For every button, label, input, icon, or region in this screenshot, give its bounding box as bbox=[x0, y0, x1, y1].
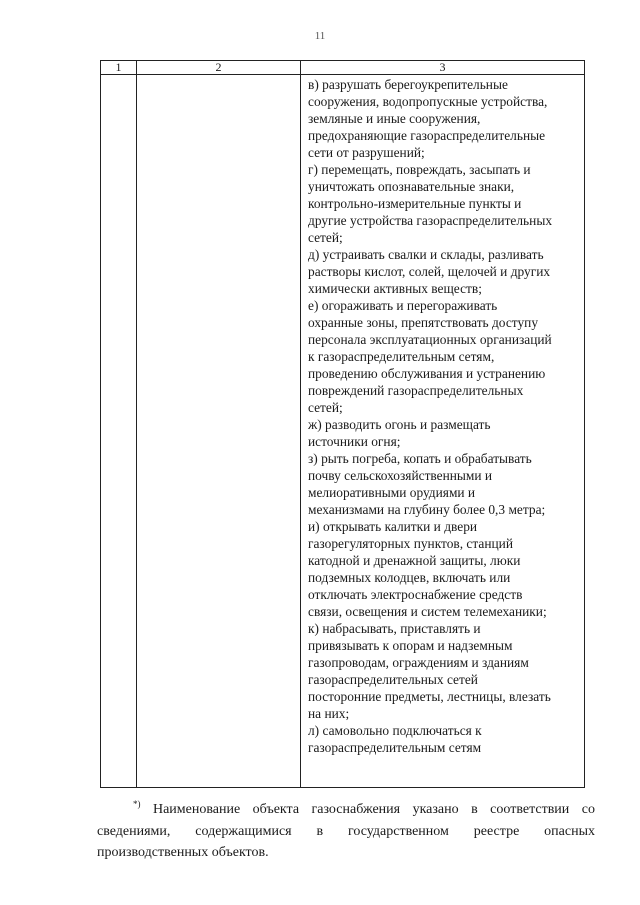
text-line: газопроводам, ограждениям и зданиям bbox=[308, 655, 529, 670]
text-line: посторонние предметы, лестницы, влезать bbox=[308, 689, 551, 704]
text-line: е) огораживать и перегораживать bbox=[308, 298, 498, 313]
text-line: на них; bbox=[308, 706, 350, 721]
text-line: контрольно-измерительные пункты и bbox=[308, 196, 522, 211]
text-line: повреждений газораспределительных bbox=[308, 383, 524, 398]
text-line: почву сельскохозяйственными и bbox=[308, 468, 493, 483]
text-line: уничтожать опознавательные знаки, bbox=[308, 179, 515, 194]
footnote-line-2: сведениями, содержащимися в государственном реестре опасных bbox=[97, 823, 595, 839]
text-line: к газораспределительным сетям, bbox=[308, 349, 495, 364]
table-header-row bbox=[101, 61, 585, 75]
text-line: газораспределительных сетей bbox=[308, 672, 478, 687]
text-line: мелиоративными орудиями и bbox=[308, 485, 476, 500]
text-line: д) устраивать свалки и склады, разливать bbox=[308, 247, 544, 262]
text-line: сооружения, водопропускные устройства, bbox=[308, 94, 548, 109]
text-line: привязывать к опорам и надземным bbox=[308, 638, 513, 653]
text-line: подземных колодцев, включать или bbox=[308, 570, 511, 585]
text-line: сетей; bbox=[308, 400, 343, 415]
text-line: связи, освещения и систем телемеханики; bbox=[308, 604, 547, 619]
text-line: механизмами на глубину более 0,3 метра; bbox=[308, 502, 546, 517]
text-line: земляные и иные сооружения, bbox=[308, 111, 481, 126]
text-line: персонала эксплуатационных организаций bbox=[308, 332, 552, 347]
column-header-3: 3 bbox=[301, 61, 585, 75]
footnote-line-3: производственных объектов. bbox=[97, 845, 269, 860]
text-line: газораспределительным сетям bbox=[308, 740, 482, 755]
text-line: и) открывать калитки и двери bbox=[308, 519, 478, 534]
text-line: сети от разрушений; bbox=[308, 145, 425, 160]
text-line: газорегуляторных пунктов, станций bbox=[308, 536, 514, 551]
text-line: проведению обслуживания и устранению bbox=[308, 366, 546, 381]
footnote-text-1: Наименование объекта газоснабжения указано в соответствии со bbox=[152, 802, 595, 817]
text-line: в) разрушать берегоукрепительные bbox=[308, 77, 508, 92]
text-line: отключать электроснабжение средств bbox=[308, 587, 523, 602]
text-line: химически активных веществ; bbox=[308, 281, 482, 296]
text-line: з) рыть погреба, копать и обрабатывать bbox=[308, 451, 532, 466]
text-line: другие устройства газораспределительных bbox=[308, 213, 553, 228]
text-line: катодной и дренажной защиты, люки bbox=[308, 553, 521, 568]
column-header-2: 2 bbox=[137, 61, 301, 75]
column-header-1: 1 bbox=[101, 61, 137, 75]
text-line: предохраняющие газораспределительные bbox=[308, 128, 546, 143]
footnote-line-1 bbox=[97, 794, 595, 821]
page-number: 11 bbox=[314, 30, 326, 42]
text-line: г) перемещать, повреждать, засыпать и bbox=[308, 162, 531, 177]
footnote-marker: *) bbox=[133, 799, 141, 809]
table-row bbox=[101, 75, 585, 788]
text-line: ж) разводить огонь и размещать bbox=[308, 417, 491, 432]
column-1-cell bbox=[101, 75, 137, 788]
prohibitions-text bbox=[301, 75, 584, 756]
text-line: охранные зоны, препятствовать доступу bbox=[308, 315, 539, 330]
text-line: сетей; bbox=[308, 230, 343, 245]
column-2-cell bbox=[137, 75, 301, 788]
footnote bbox=[97, 794, 595, 864]
column-3-cell bbox=[301, 75, 585, 788]
text-line: источники огня; bbox=[308, 434, 401, 449]
text-line: л) самовольно подключаться к bbox=[308, 723, 482, 738]
requirements-table bbox=[100, 60, 585, 788]
text-line: к) набрасывать, приставлять и bbox=[308, 621, 481, 636]
text-line: растворы кислот, солей, щелочей и других bbox=[308, 264, 551, 279]
